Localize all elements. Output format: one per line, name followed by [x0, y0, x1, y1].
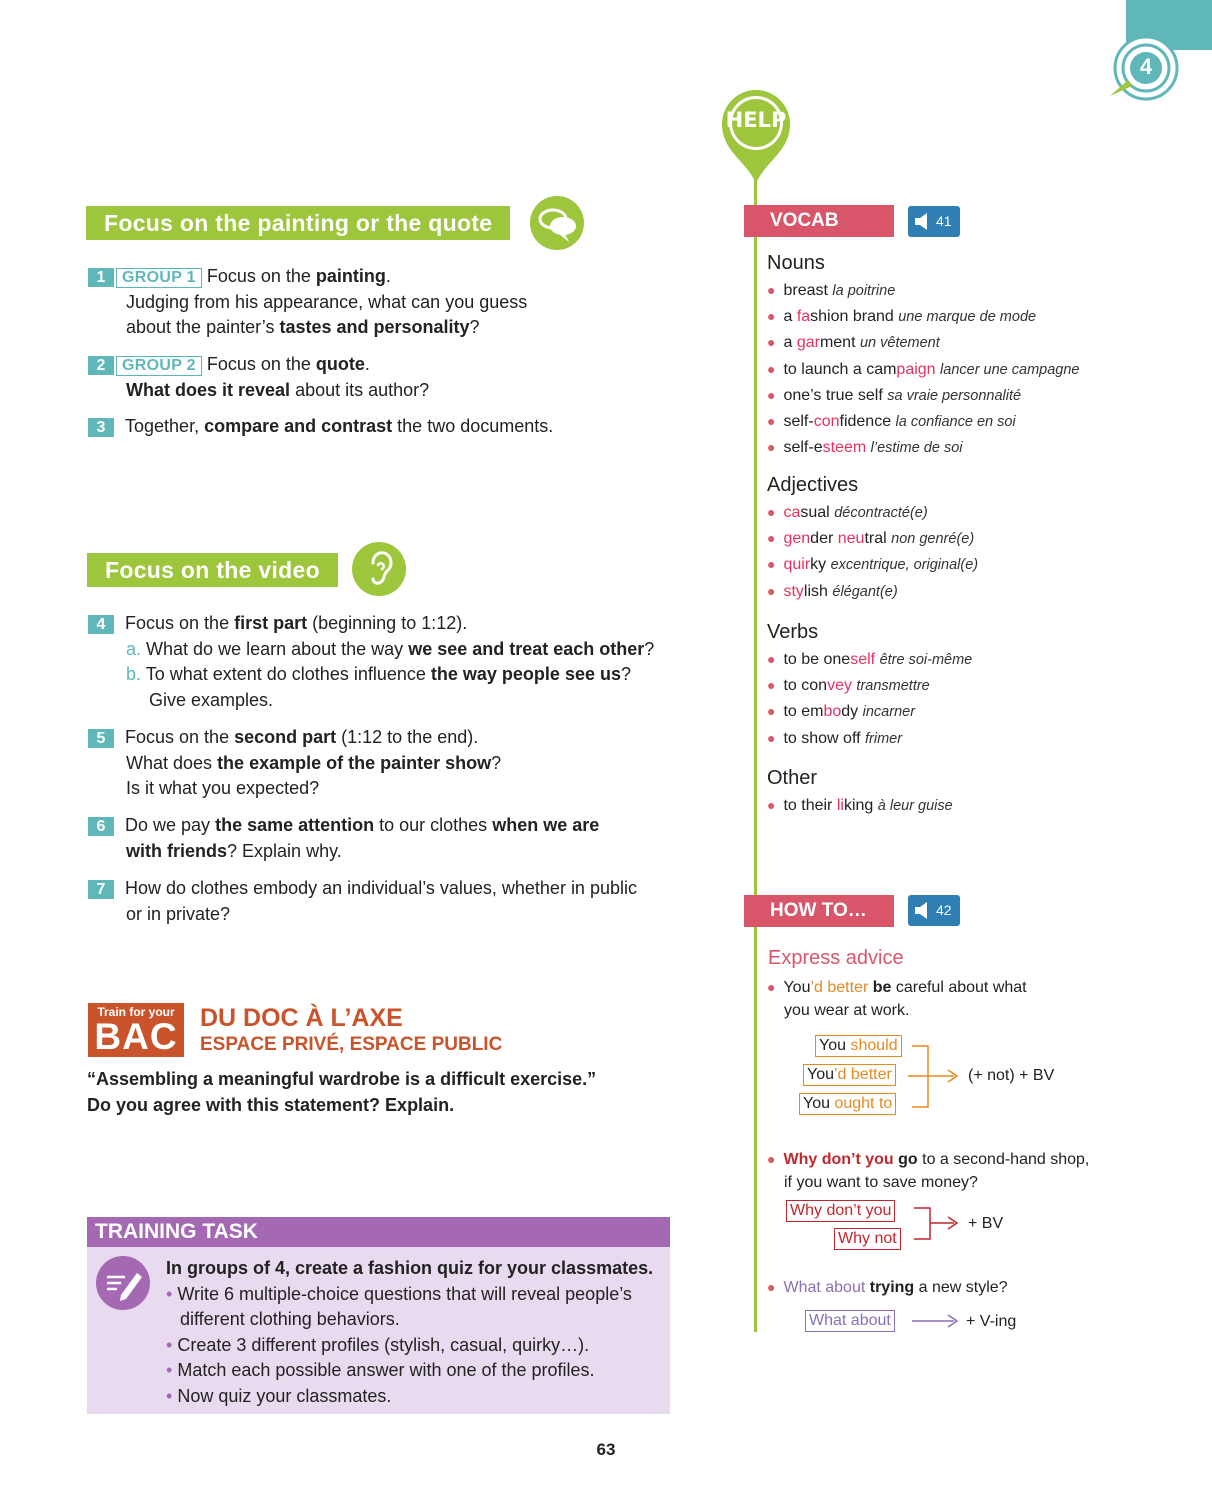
q1-bold: painting: [315, 266, 386, 286]
group-label: GROUP 2: [116, 356, 202, 376]
advice-box: You ought to: [799, 1093, 896, 1115]
bac-line1: “Assembling a meaningful wardrobe is a difficult exercise.”: [87, 1069, 597, 1089]
question-2: [88, 352, 688, 403]
section-title-painting: Focus on the painting or the quote: [86, 206, 510, 240]
advice-box: Why don’t you: [786, 1200, 895, 1222]
audio-number: 41: [936, 213, 952, 229]
question-number: 3: [88, 418, 114, 437]
help-timeline: [754, 180, 757, 1332]
vocab-item: ● to their liking à leur guise: [767, 797, 953, 814]
q2-line2a: What does it reveal: [126, 379, 291, 400]
advice-box: Why not: [834, 1228, 901, 1250]
task-item: different clothing behaviors.: [180, 1309, 400, 1329]
q5-a: Focus on the: [125, 727, 230, 747]
q5-g: Is it what you expected?: [126, 778, 320, 798]
vocab-item: ● self-confidence la confiance en soi: [767, 413, 1016, 431]
question-1: [88, 264, 688, 341]
bac-line2: Do you agree with this statement? Explain.: [87, 1095, 455, 1115]
vocab-item: ● casual décontracté(e): [767, 504, 928, 521]
advice-rule-1: (+ not) + BV: [968, 1067, 1055, 1084]
q4-c: (beginning to 1:12).: [312, 613, 468, 633]
q4-sub-b3: ?: [620, 664, 631, 684]
training-task-header: [87, 1217, 670, 1247]
vocab-item: ● one’s true self sa vraie personnalité: [767, 386, 1022, 404]
q4-sub-a-letter: a.: [126, 638, 142, 659]
other-list: [767, 793, 953, 819]
bac-subtitle: ESPACE PRIVÉ, ESPACE PUBLIC: [200, 1034, 503, 1055]
audio-track-42[interactable]: [908, 895, 960, 926]
question-number: 1: [88, 268, 114, 287]
vocab-item: ● to convey transmettre: [767, 677, 930, 695]
training-task-intro: In groups of 4, create a fashion quiz for your classmates.: [166, 1258, 654, 1278]
q6-b: the same attention: [215, 815, 375, 835]
q5-c: (1:12 to the end).: [341, 727, 479, 747]
bac-logo: [88, 1003, 184, 1057]
adjectives-list: [767, 500, 978, 605]
bac-word: BAC: [94, 1016, 178, 1057]
adjectives-heading: Adjectives: [767, 474, 859, 496]
speaker-icon: [914, 213, 932, 230]
q4-sub-b1: To what extent do clothes influence: [145, 664, 426, 684]
q6-a: Do we pay: [125, 815, 211, 835]
q4-a: Focus on the: [125, 613, 230, 633]
training-task-title: TRAINING TASK: [95, 1220, 258, 1243]
q7-b: or in private?: [126, 903, 231, 924]
q6-e: with friends: [126, 840, 228, 861]
vocab-item: ● stylish élégant(e): [767, 582, 898, 600]
group-label: GROUP 1: [116, 268, 202, 288]
audio-number: 42: [936, 902, 952, 918]
question-7: [88, 876, 708, 927]
advice-example-3: ● What about trying a new style?: [767, 1279, 1008, 1296]
task-item: Match each possible answer with one of the profiles.: [177, 1360, 595, 1380]
help-pin-icon: [718, 86, 794, 186]
q3-b: compare and contrast: [204, 416, 393, 436]
vocab-item: ● quirky excentrique, original(e): [767, 556, 979, 574]
section-title-video: Focus on the video: [87, 553, 338, 587]
speaker-icon: [914, 902, 932, 919]
q4-sub-b-letter: b.: [126, 664, 142, 684]
nouns-list: [767, 278, 1080, 461]
unit-number: 4: [1139, 54, 1153, 79]
vocab-item: ● a garment un vêtement: [767, 334, 940, 352]
question-5: [88, 725, 708, 802]
q1-text: Focus on the: [206, 266, 311, 286]
q3-c: the two documents.: [397, 416, 554, 436]
q4-b: first part: [234, 613, 308, 633]
q7-a: How do clothes embody an individual’s values, whether in public: [125, 878, 637, 898]
vocab-item: ● to launch a campaign lancer une campagne: [767, 360, 1080, 378]
q6-c: to our clothes: [379, 815, 488, 835]
q1-line3a: about the painter’s: [126, 317, 275, 337]
help-label: HELP: [725, 108, 787, 132]
q5-d: What does: [126, 752, 213, 773]
bac-statement: [87, 1066, 596, 1118]
howto-tab: HOW TO…: [744, 895, 894, 927]
q3-a: Together,: [125, 416, 200, 436]
q2-end: .: [364, 354, 370, 374]
q1-line3b: tastes and personality: [279, 317, 470, 337]
q4-sub-b2: the way people see us: [430, 664, 621, 684]
speech-bubbles-icon: [529, 195, 585, 251]
question-number: 5: [88, 729, 114, 748]
bracket-arrow-icon: [908, 1043, 964, 1113]
vocab-item: ● to show off frimer: [767, 729, 903, 747]
bracket-arrow-icon: [910, 1205, 966, 1245]
advice-box: You should: [815, 1035, 902, 1057]
vocab-item: ● gender neutral non genré(e): [767, 530, 975, 548]
advice-box: What about: [805, 1310, 895, 1332]
q2-line2b: about its author?: [295, 379, 430, 400]
q6-d: when we are: [492, 815, 600, 835]
question-number: 7: [88, 880, 114, 899]
question-number: 6: [88, 817, 114, 836]
vocab-item: ● breast la poitrine: [767, 282, 896, 299]
question-3: [88, 414, 688, 440]
advice-example-1: ● You’d better be careful about what you wear at work.: [767, 979, 1027, 1019]
advice-rule-3: + V-ing: [966, 1313, 1017, 1330]
pencil-writing-icon: [95, 1255, 151, 1311]
question-6: [88, 813, 708, 864]
vocab-item: ● self-esteem l’estime de soi: [767, 439, 963, 457]
express-advice-heading: Express advice: [768, 947, 904, 969]
ear-icon: [351, 541, 407, 597]
task-item: Write 6 multiple-choice questions that will reveal people’s: [177, 1283, 632, 1304]
question-number: 2: [88, 356, 114, 375]
q4-sub-b4: Give examples.: [149, 689, 274, 710]
advice-box: You’d better: [803, 1064, 896, 1086]
q5-b: second part: [234, 727, 337, 747]
question-4: [88, 611, 708, 713]
q4-sub-a3: ?: [644, 638, 655, 659]
q1-line2: Judging from his appearance, what can you guess: [126, 291, 528, 312]
vocab-item: ● to be oneself être soi-même: [767, 651, 973, 668]
nouns-heading: Nouns: [767, 252, 825, 274]
advice-example-2: ● Why don’t you go to a second-hand shop, if you want to save money?: [767, 1151, 1090, 1191]
audio-track-41[interactable]: [908, 206, 960, 237]
vocab-item: ● a fashion brand une marque de mode: [767, 308, 1037, 326]
bac-title: DU DOC À L’AXE: [200, 1004, 403, 1032]
q1-line3c: ?: [469, 317, 480, 337]
q4-sub-a2: we see and treat each other: [408, 638, 645, 659]
q4-sub-a1: What do we learn about the way: [146, 638, 404, 659]
verbs-list: [767, 647, 972, 752]
q2-text: Focus on the: [206, 354, 311, 374]
verbs-heading: Verbs: [767, 621, 819, 643]
training-task-content: In groups of 4, create a fashion quiz for your classmates. • Write 6 multiple-choice questions that will reveal people’s different clothing behaviors. • Create 3 different profiles (stylish, casual, quirky…). • Match each possible answer with one of the profiles. • Now quiz your classmates.: [166, 1256, 666, 1409]
vocab-item: ● to embody incarner: [767, 703, 916, 721]
question-number: 4: [88, 615, 114, 634]
q1-end: .: [385, 266, 391, 286]
page-number: 63: [596, 1440, 616, 1459]
bac-train-label: Train for your: [97, 1005, 175, 1019]
q2-bold: quote: [315, 354, 365, 374]
arrow-right-icon: [910, 1312, 960, 1330]
advice-rule-2: + BV: [968, 1215, 1004, 1232]
other-heading: Other: [767, 767, 818, 789]
q5-e: the example of the painter show: [217, 752, 492, 773]
q5-f: ?: [491, 752, 502, 773]
vocab-tab: VOCAB: [744, 205, 894, 237]
q6-f: ? Explain why.: [227, 840, 342, 861]
task-item: Now quiz your classmates.: [177, 1385, 392, 1406]
task-item: Create 3 different profiles (stylish, casual, quirky…).: [177, 1334, 590, 1355]
